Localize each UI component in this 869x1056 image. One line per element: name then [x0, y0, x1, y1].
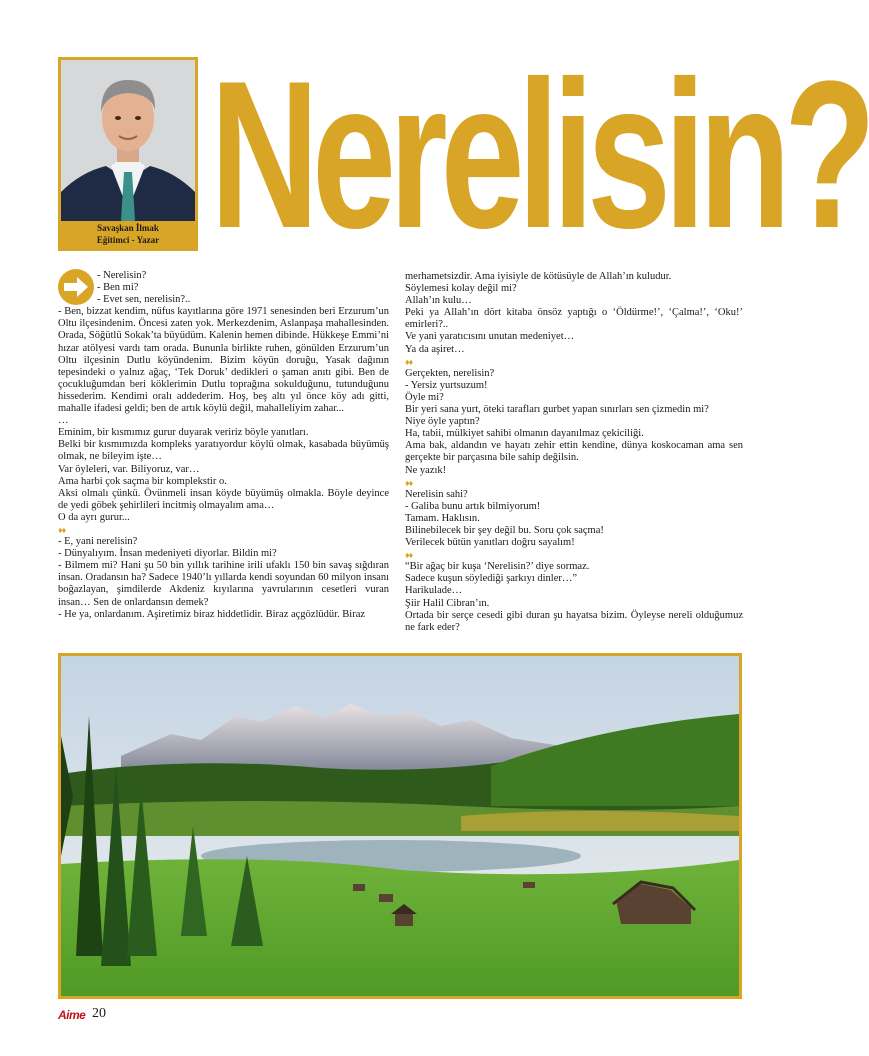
- paragraph: Aksi olmalı çünkü. Övünmeli insan köyde büyümüş olmakla. Böyle deyince de yedi göbek şehirlileri incitmiş olmayalım ama…: [58, 487, 389, 511]
- paragraph: Ne yazık!: [405, 464, 447, 476]
- left-column: [58, 270, 389, 621]
- paragraph: - Yersiz yurtsuzum!: [405, 379, 488, 391]
- paragraph: - Nerelisin?: [97, 270, 147, 281]
- paragraph: Belki bir kısmımızda kompleks yaratıyordur köylü olmak, kasabada büyümüş olmak, ne bileyim işte…: [58, 439, 389, 463]
- magazine-logo-text: Aime: [58, 1008, 86, 1022]
- landscape-photo: [58, 653, 742, 999]
- paragraph: Tamam. Haklısın.: [405, 512, 480, 524]
- headline: Nerelisin?: [210, 37, 869, 272]
- paragraph: Şiir Halil Cibran’ın.: [405, 597, 490, 609]
- paragraph: Ve yani yaratıcısını unutan medeniyet…: [405, 331, 575, 343]
- paragraph: Ha, tabii, mülkiyet sahibi olmanın dayanılmaz çekiciliği.: [405, 428, 644, 440]
- paragraph: Peki ya Allah’ın dört kitaba önsöz yaptığı o ‘Öldürme!’, ‘Çalma!’, ‘Oku!’ emirleri?..: [405, 307, 743, 331]
- section-divider: ♦♦: [405, 356, 413, 367]
- paragraph: Harikulade…: [405, 585, 463, 597]
- paragraph: Niye öyle yaptın?: [405, 416, 480, 428]
- paragraph: Bir yeri sana yurt, öteki tarafları gurbet yapan sınırları sen çizmedin mi?: [405, 404, 709, 416]
- author-portrait: [61, 60, 195, 230]
- paragraph: Verilecek bütün yanıtları doğru sayalım!: [405, 537, 575, 549]
- paragraph: Öyle mi?: [405, 391, 444, 403]
- paragraph: - Ben, bizzat kendim, nüfus kayıtlarına göre 1971 senesinden beri Erzurum’un Oltu ilçesindenim. Öncesi zaten yok. Merkezdenim, Aslanpaşa mahallesinden. Orada, Söğütlü Sokak’ta büyüdüm. Kalenin hemen dibinde. Hükkeşe Emmi’ni hızar atölyesi vardı tam orada. Bununla birlikte ruhen, gönülden Erzurum’un Oltu ilçesinin Dutlu köyündenim. Bizim köyün doruğu, Yasak dağının tepesindeki o yalnız ağaç, ‘Tek Doruk’ dedikleri o şaman anıtı gibi. Ben de çocukluğumdan beri köklerimin Dutlu toprağına sokulduğunu, tutunduğunu hissederim. Kendimi oralı addederim. Hoş, beş altı yıl önce köy adı gitti, mahalle ifadesi geldi; ben de artık köylü değil, mahalleliyim zahar...: [58, 306, 389, 415]
- right-column: [405, 271, 743, 634]
- section-divider: ♦♦: [405, 550, 413, 561]
- section-divider: ♦♦: [405, 477, 413, 488]
- paragraph: Var öyleleri, var. Biliyoruz, var…: [58, 463, 200, 475]
- paragraph: - Evet sen, nerelisin?..: [97, 294, 191, 306]
- paragraph: Ama harbi çok saçma bir komplekstir o.: [58, 475, 227, 487]
- author-role: Eğitimci - Yazar: [96, 235, 160, 245]
- paragraph: Nerelisin sahi?: [405, 488, 468, 500]
- paragraph: Allah’ın kulu…: [405, 295, 472, 307]
- author-name: Savaşkan İlmak: [97, 223, 159, 233]
- paragraph: - Galiba bunu artık bilmiyorum!: [405, 500, 541, 512]
- magazine-logo: [58, 1008, 85, 1022]
- paragraph: merhametsizdir. Ama iyisiyle de kötüsüyle de Allah’ın kuludur.: [405, 271, 672, 282]
- section-divider: ♦♦: [58, 524, 66, 535]
- paragraph: Bilinebilecek bir şey değil bu. Soru çok saçma!: [405, 524, 604, 536]
- paragraph: “Bir ağaç bir kuşa ‘Nerelisin?’ diye sormaz.: [405, 561, 590, 573]
- paragraph: Söylemesi kolay değil mi?: [405, 283, 517, 295]
- paragraph: Ama bak, aldandın ve hayatı zehir ettin kendine, dünya koskocaman ama sen gerçekte bir parçasına bile sahip değilsin.: [405, 440, 743, 464]
- paragraph: …: [58, 415, 69, 427]
- page-number: 20: [92, 1006, 106, 1021]
- paragraph: Gerçekten, nerelisin?: [405, 367, 495, 379]
- paragraph: - Bilmem mi? Hani şu 50 bin yıllık tarihine irili ufaklı 150 bin savaş sığdıran insan. Oradansın ha? Sadece 1940’lı yıllarda kendi soyundan 60 milyon insanı boğazlayan, şimdilerde Akdeniz kıyılarına yavrularının cesetleri vuran insan… Sen de onlardansın demek?: [58, 560, 389, 608]
- paragraph: - Dünyalıyım. İnsan medeniyeti diyorlar. Bildin mi?: [58, 548, 277, 560]
- author-box: [58, 57, 198, 251]
- paragraph: O da ayrı gurur...: [58, 511, 130, 523]
- paragraph: - Ben mi?: [97, 282, 139, 294]
- paragraph: Eminim, bir kısmımız gurur duyarak veririz böyle yanıtları.: [58, 427, 309, 439]
- paragraph: Sadece kuşun söylediği şarkıyı dinler…”: [405, 573, 578, 585]
- landscape-illustration: [61, 656, 739, 996]
- paragraph: - He ya, onlardanım. Aşiretimiz biraz hiddetlidir. Biraz açgözlüdür. Biraz: [58, 608, 366, 620]
- paragraph: - E, yani nerelisin?: [58, 536, 138, 548]
- paragraph: Ortada bir serçe cesedi gibi duran şu hayatsa bizim. Öyleyse nereli olduğumuz ne fark eder?: [405, 609, 743, 633]
- author-caption: [61, 221, 195, 248]
- paragraph: Ya da aşiret…: [405, 343, 465, 355]
